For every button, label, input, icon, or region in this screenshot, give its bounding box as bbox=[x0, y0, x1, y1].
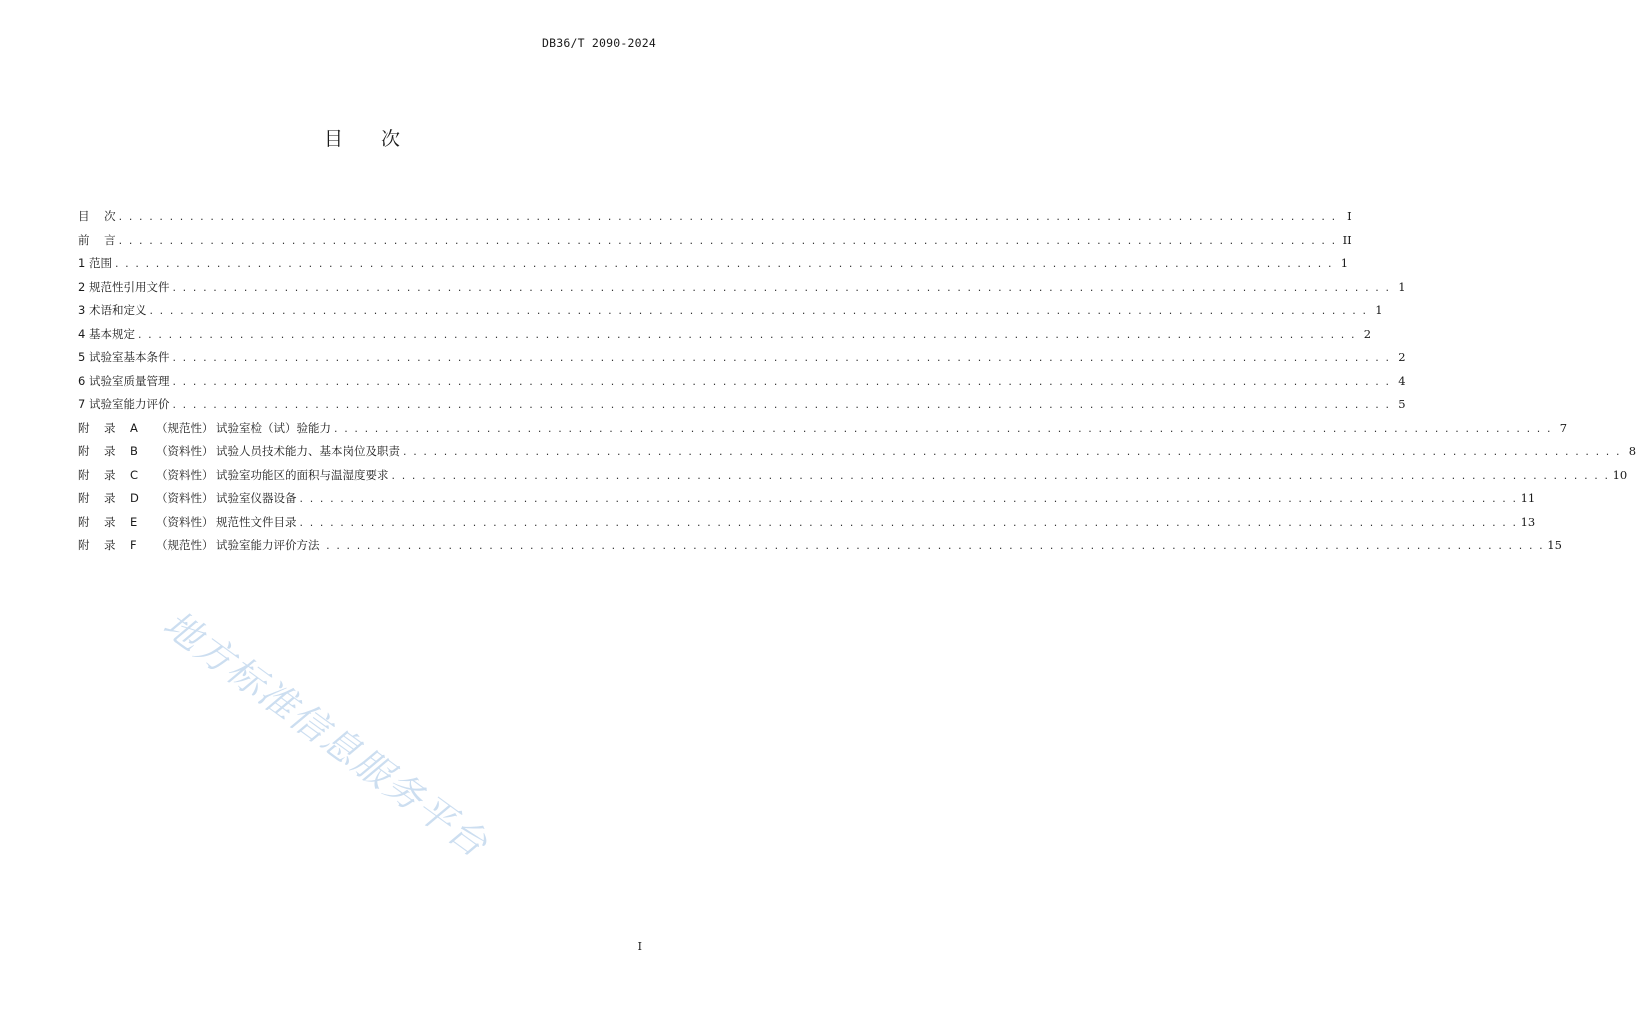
toc-entry-label: 7 试验室能力评价 bbox=[78, 397, 170, 411]
toc-page-number: 1 bbox=[1375, 303, 1383, 317]
annex-type: （规范性） bbox=[156, 538, 214, 552]
annex-prefix: 录 bbox=[104, 444, 116, 458]
toc-leader-dots: . . . . . . . . . . . . . . . . . . . . . . . . . . . . . . . . . . . . . . . . . . . . . . . . . . . . . . . . . . . . . . . . . . . . . . . . . . . . . . . . . . . . . . . . . . . . . . . . . . . . . . . . . . . . . . . . . . . . . . . . bbox=[118, 233, 1337, 247]
toc-entry-label: 目 次 bbox=[78, 209, 116, 223]
standard-code: DB36/T 2090-2024 bbox=[542, 36, 656, 50]
toc-leader-dots: . . . . . . . . . . . . . . . . . . . . . . . . . . . . . . . . . . . . . . . . . . . . . . . . . . . . . . . . . . . . . . . . . . . . . . . . . . . . . . . . . . . . . . . . . . . . . . . . . . . . . . . . . . . . . . . . . . . . . . . . bbox=[137, 327, 1357, 341]
annex-prefix: 附 bbox=[78, 514, 90, 529]
annex-title: 规范性文件目录 bbox=[216, 514, 297, 529]
table-of-contents bbox=[78, 205, 1636, 558]
toc-entry[interactable] bbox=[78, 205, 1352, 229]
annex-letter: B bbox=[130, 444, 138, 458]
toc-page-number: 2 bbox=[1398, 350, 1406, 364]
annex-prefix: 附 bbox=[78, 467, 90, 482]
page-title: 目次 bbox=[323, 128, 438, 150]
annex-prefix: 附 bbox=[78, 491, 90, 505]
toc-entry[interactable] bbox=[78, 229, 1352, 253]
annex-type: （资料性） bbox=[156, 514, 214, 529]
annex-type: （资料性） bbox=[156, 491, 214, 505]
toc-leader-dots: . . . . . . . . . . . . . . . . . . . . . . . . . . . . . . . . . . . . . . . . . . . . . . . . . . . . . . . . . . . . . . . . . . . . . . . . . . . . . . . . . . . . . . . . . . . . . . . . . . . . . . . . . . . . . . . . . . . . . . . . bbox=[172, 398, 1391, 412]
toc-page-number: 13 bbox=[1520, 514, 1536, 529]
toc-leader-dots: . . . . . . . . . . . . . . . . . . . . . . . . . . . . . . . . . . . . . . . . . . . . . . . . . . . . . . . . . . . . . . . . . . . . . . . . . . . . . . . . . . . . . . . . . . . . . . . . . . . . . . . . . . . . . . . . . . . . . . . . bbox=[172, 374, 1391, 388]
toc-page-number: 1 bbox=[1398, 279, 1406, 294]
toc-entry[interactable] bbox=[78, 534, 1562, 558]
toc-leader-dots: . . . . . . . . . . . . . . . . . . . . . . . . . . . . . . . . . . . . . . . . . . . . . . . . . . . . . . . . . . . . . . . . . . . . . . . . . . . . . . . . . . . . . . . . . . . . . . . . . . . . . . . . . . . . . . . . . . . . . . . . bbox=[118, 210, 1337, 224]
annex-prefix: 附 bbox=[78, 538, 90, 552]
toc-leader-dots: . . . . . . . . . . . . . . . . . . . . . . . . . . . . . . . . . . . . . . . . . . . . . . . . . . . . . . . . . . . . . . . . . . . . . . . . . . . . . . . . . . . . . . . . . . . . . . . . . . . . . . . . . . . . . . . . . . . . . . . . bbox=[172, 280, 1391, 294]
annex-letter: C bbox=[130, 467, 139, 482]
toc-entry-label: 3 术语和定义 bbox=[78, 303, 147, 317]
annex-title: 试验室仪器设备 bbox=[216, 491, 297, 505]
toc-leader-dots: . . . . . . . . . . . . . . . . . . . . . . . . . . . . . . . . . . . . . . . . . . . . . . . . . . . . . . . . . . . . . . . . . . . . . . . . . . . . . . . . . . . . . . . . . . . . . . . . . . . . . . . . . . . . . . . . . . . . . . . . bbox=[391, 468, 1610, 482]
toc-entry[interactable] bbox=[78, 252, 1349, 276]
toc-entry[interactable] bbox=[78, 417, 1568, 441]
toc-page-number: 11 bbox=[1520, 491, 1536, 505]
toc-entry-label bbox=[78, 540, 323, 552]
toc-entry-label bbox=[78, 514, 297, 529]
toc-entry[interactable] bbox=[78, 299, 1383, 323]
toc-entry-label bbox=[78, 420, 331, 435]
toc-page-number: 2 bbox=[1363, 326, 1372, 341]
toc-entry[interactable] bbox=[78, 464, 1628, 488]
annex-title: 试验室能力评价方法 bbox=[216, 538, 324, 552]
annex-prefix: 附 bbox=[78, 420, 90, 435]
toc-page-number: 5 bbox=[1398, 397, 1406, 411]
toc-entry-label: 1 范围 bbox=[78, 256, 112, 270]
toc-entry-label: 5 试验室基本条件 bbox=[78, 350, 170, 364]
annex-prefix: 录 bbox=[104, 467, 116, 482]
toc-entry[interactable] bbox=[78, 370, 1406, 394]
toc-entry-label: 4 基本规定 bbox=[78, 326, 135, 341]
toc-entry-label bbox=[78, 467, 389, 482]
toc-entry-label bbox=[78, 446, 400, 458]
annex-title: 试验室功能区的面积与温湿度要求 bbox=[216, 467, 389, 482]
toc-leader-dots: . . . . . . . . . . . . . . . . . . . . . . . . . . . . . . . . . . . . . . . . . . . . . . . . . . . . . . . . . . . . . . . . . . . . . . . . . . . . . . . . . . . . . . . . . . . . . . . . . . . . . . . . . . . . . . . . . . . . . . . . bbox=[326, 539, 1545, 553]
annex-type: （资料性） bbox=[156, 467, 214, 482]
toc-entry[interactable] bbox=[78, 487, 1536, 511]
toc-page-number: 7 bbox=[1559, 420, 1568, 435]
toc-entry[interactable] bbox=[78, 511, 1536, 535]
annex-prefix: 录 bbox=[104, 514, 116, 529]
toc-page-number: 15 bbox=[1547, 538, 1562, 552]
annex-prefix: 录 bbox=[104, 420, 116, 435]
annex-title: 试验人员技术能力、基本岗位及职责 bbox=[216, 444, 400, 458]
annex-title: 试验室检（试）验能力 bbox=[216, 420, 331, 435]
annex-prefix: 附 bbox=[78, 444, 90, 458]
toc-page-number: 8 bbox=[1628, 444, 1636, 458]
annex-prefix: 录 bbox=[104, 538, 116, 552]
annex-letter: D bbox=[130, 491, 139, 505]
toc-entry-label bbox=[78, 493, 297, 505]
toc-leader-dots: . . . . . . . . . . . . . . . . . . . . . . . . . . . . . . . . . . . . . . . . . . . . . . . . . . . . . . . . . . . . . . . . . . . . . . . . . . . . . . . . . . . . . . . . . . . . . . . . . . . . . . . . . . . . . . . . . . . . . . . . bbox=[334, 421, 1553, 435]
toc-page-number: II bbox=[1342, 232, 1352, 247]
toc-page-number: 10 bbox=[1612, 467, 1628, 482]
toc-entry[interactable] bbox=[78, 346, 1406, 370]
toc-page-number: 1 bbox=[1340, 256, 1349, 270]
toc-leader-dots: . . . . . . . . . . . . . . . . . . . . . . . . . . . . . . . . . . . . . . . . . . . . . . . . . . . . . . . . . . . . . . . . . . . . . . . . . . . . . . . . . . . . . . . . . . . . . . . . . . . . . . . . . . . . . . . . . . . . . . . . bbox=[149, 304, 1368, 318]
annex-letter: F bbox=[130, 538, 137, 552]
page-number: I bbox=[637, 940, 642, 953]
annex-type: （规范性） bbox=[156, 420, 214, 435]
annex-type: （资料性） bbox=[156, 444, 214, 458]
toc-leader-dots: . . . . . . . . . . . . . . . . . . . . . . . . . . . . . . . . . . . . . . . . . . . . . . . . . . . . . . . . . . . . . . . . . . . . . . . . . . . . . . . . . . . . . . . . . . . . . . . . . . . . . . . . . . . . . . . . . . . . . . . . bbox=[299, 492, 1518, 506]
toc-entry[interactable] bbox=[78, 323, 1372, 347]
toc-entry[interactable] bbox=[78, 393, 1406, 417]
toc-leader-dots: . . . . . . . . . . . . . . . . . . . . . . . . . . . . . . . . . . . . . . . . . . . . . . . . . . . . . . . . . . . . . . . . . . . . . . . . . . . . . . . . . . . . . . . . . . . . . . . . . . . . . . . . . . . . . . . . . . . . . . . . bbox=[172, 351, 1391, 365]
toc-entry[interactable] bbox=[78, 440, 1636, 464]
watermark: 地方标准信息服务平台 bbox=[155, 602, 497, 867]
toc-leader-dots: . . . . . . . . . . . . . . . . . . . . . . . . . . . . . . . . . . . . . . . . . . . . . . . . . . . . . . . . . . . . . . . . . . . . . . . . . . . . . . . . . . . . . . . . . . . . . . . . . . . . . . . . . . . . . . . . . . . . . . . . bbox=[299, 515, 1518, 529]
toc-entry-label: 6 试验室质量管理 bbox=[78, 373, 170, 388]
toc-entry[interactable] bbox=[78, 276, 1406, 300]
toc-page-number: 4 bbox=[1398, 373, 1406, 388]
toc-entry-label: 前 言 bbox=[78, 232, 116, 247]
toc-page-number: I bbox=[1347, 209, 1352, 223]
annex-letter: A bbox=[130, 420, 138, 435]
toc-entry-label: 2 规范性引用文件 bbox=[78, 279, 170, 294]
annex-prefix: 录 bbox=[104, 491, 116, 505]
annex-letter: E bbox=[130, 514, 138, 529]
toc-leader-dots: . . . . . . . . . . . . . . . . . . . . . . . . . . . . . . . . . . . . . . . . . . . . . . . . . . . . . . . . . . . . . . . . . . . . . . . . . . . . . . . . . . . . . . . . . . . . . . . . . . . . . . . . . . . . . . . . . . . . . . . . bbox=[114, 257, 1334, 271]
toc-leader-dots: . . . . . . . . . . . . . . . . . . . . . . . . . . . . . . . . . . . . . . . . . . . . . . . . . . . . . . . . . . . . . . . . . . . . . . . . . . . . . . . . . . . . . . . . . . . . . . . . . . . . . . . . . . . . . . . . . . . . . . . . bbox=[403, 445, 1622, 459]
